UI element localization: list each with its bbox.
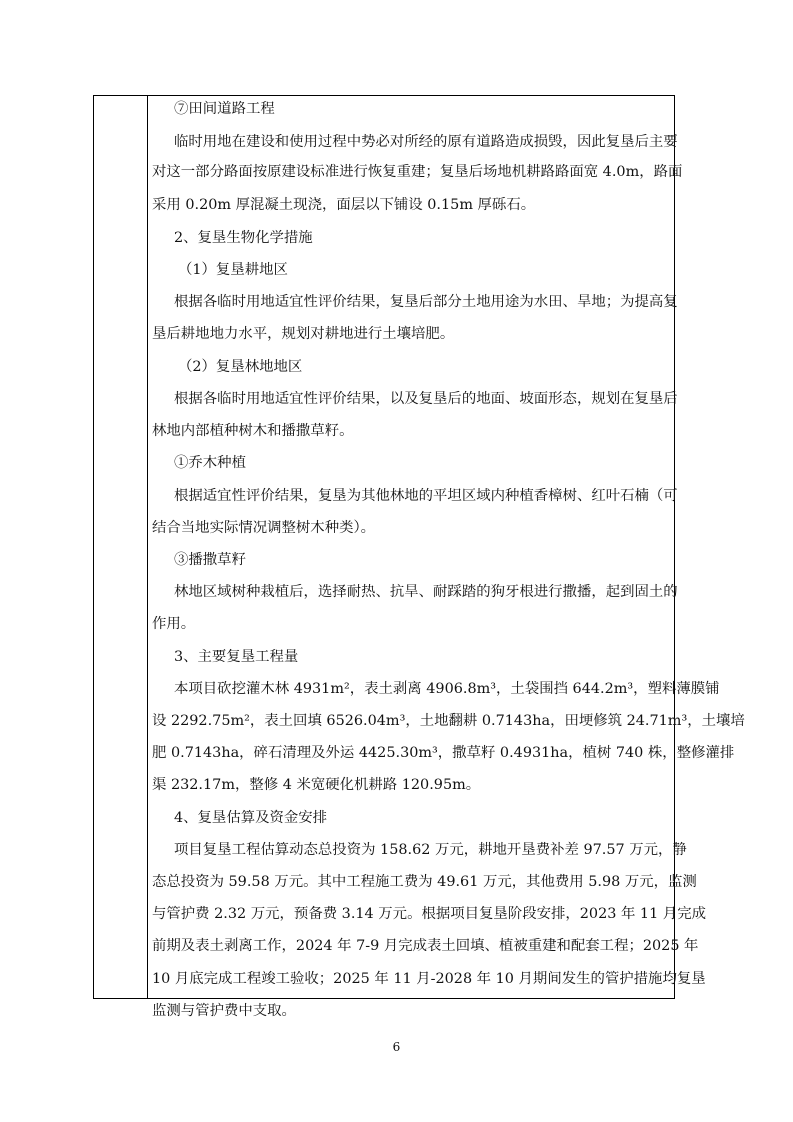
- paragraph-line: 根据各临时用地适宜性评价结果，以及复垦后的地面、坡面形态，规划在复垦后: [174, 391, 678, 407]
- paragraph-line: 采用 0.20m 厚混凝土现浇，面层以下铺设 0.15m 厚砾石。: [152, 197, 536, 213]
- paragraph-line: 前期及表土剥离工作，2024 年 7-9 月完成表土回填、植被重建和配套工程；2025 年: [152, 938, 699, 954]
- heading-tree-planting: ①乔木种植: [174, 455, 246, 471]
- paragraph-line: 与管护费 2.32 万元，预备费 3.14 万元。根据项目复垦阶段安排，2023 年 11 月完成: [152, 906, 706, 922]
- paragraph-line: 林地内部植种树木和播撒草籽。: [152, 423, 354, 439]
- page-number: 6: [392, 1040, 401, 1054]
- heading-woodland: （2）复垦林地地区: [178, 359, 303, 375]
- paragraph-line: 10 月底完成工程竣工验收；2025 年 11 月-2028 年 10 月期间发生的管护措施均复垦: [152, 971, 706, 987]
- paragraph-line: 本项目砍挖灌木林 4931m²，表土剥离 4906.8m³，土袋围挡 644.2m³，塑料薄膜铺: [174, 681, 720, 697]
- paragraph-line: 临时用地在建设和使用过程中势必对所经的原有道路造成损毁，因此复垦后主要: [174, 134, 678, 150]
- paragraph-line: 态总投资为 59.58 万元。其中工程施工费为 49.61 万元，其他费用 5.98 万元，监测: [152, 874, 697, 890]
- paragraph-line: 结合当地实际情况调整树木种类）。: [152, 520, 376, 536]
- paragraph-line: 根据各临时用地适宜性评价结果，复垦后部分土地用途为水田、旱地；为提高复: [174, 294, 678, 310]
- paragraph-line: 渠 232.17m，整修 4 米宽硬化机耕路 120.95m。: [152, 777, 481, 793]
- column-divider: [147, 96, 148, 998]
- heading-quantities: 3、主要复垦工程量: [174, 649, 299, 665]
- paragraph-line: 项目复垦工程估算动态总投资为 158.62 万元，耕地开垦费补差 97.57 万元，静: [174, 842, 687, 858]
- paragraph-line: 作用。: [152, 616, 196, 632]
- heading-farmland: （1）复垦耕地区: [178, 262, 288, 278]
- paragraph-line: 肥 0.7143ha，碎石清理及外运 4425.30m³，撒草籽 0.4931ha，植树 740 株，整修灌排: [152, 745, 735, 761]
- heading-field-road: ⑦田间道路工程: [174, 101, 275, 117]
- paragraph-line: 垦后耕地地力水平，规划对耕地进行土壤培肥。: [152, 326, 455, 342]
- paragraph-line: 对这一部分路面按原建设标准进行恢复重建；复垦后场地机耕路路面宽 4.0m，路面: [152, 164, 683, 180]
- heading-budget: 4、复垦估算及资金安排: [174, 810, 328, 826]
- paragraph-line: 设 2292.75m²，表土回填 6526.04m³，土地翻耕 0.7143ha，田埂修筑 24.71m³，土壤培: [152, 713, 745, 729]
- paragraph-line: 林地区域树种栽植后，选择耐热、抗旱、耐踩踏的狗牙根进行撒播，起到固土的: [174, 584, 678, 600]
- paragraph-line: 监测与管护费中支取。: [152, 1003, 296, 1019]
- heading-grass-seeding: ③播撒草籽: [174, 552, 246, 568]
- paragraph-line: 根据适宜性评价结果，复垦为其他林地的平坦区域内种植香樟树、红叶石楠（可: [174, 488, 678, 504]
- heading-bio-chem: 2、复垦生物化学措施: [174, 230, 313, 246]
